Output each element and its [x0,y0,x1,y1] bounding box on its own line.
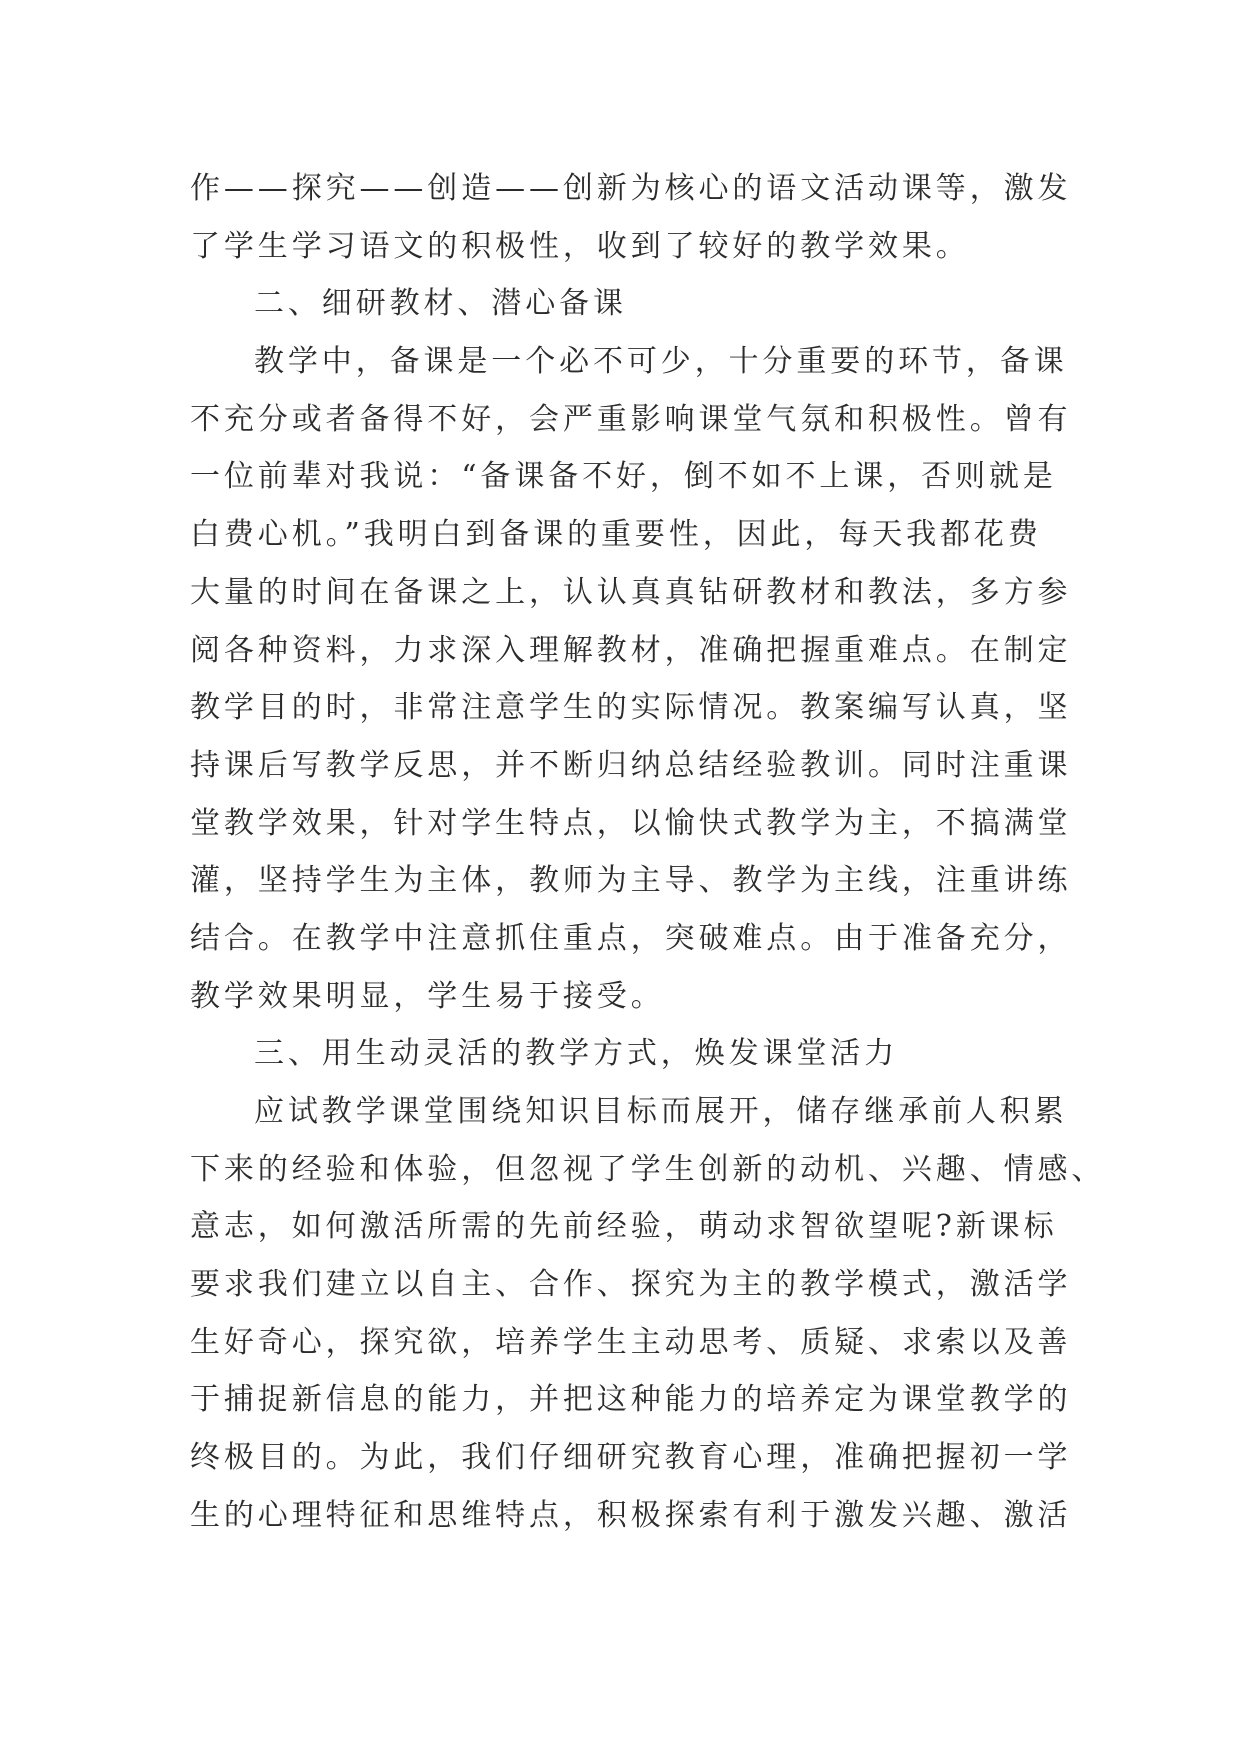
document-body [190,160,1106,1545]
text-line: 意志，如何激活所需的先前经验，萌动求智欲望呢?新课标 [190,1209,1058,1245]
text-line: 教学目的时，非常注意学生的实际情况。教案编写认真，坚 [190,690,1072,726]
text-line: 教学中，备课是一个必不可少，十分重要的环节，备课 [254,344,1068,380]
text-line: 大量的时间在备课之上，认认真真钻研教材和教法，多方参 [190,574,1072,610]
text-line: 二、细研教材、潜心备课 [254,286,627,322]
text-line: 不充分或者备得不好，会严重影响课堂气氛和积极性。曾有 [190,401,1072,437]
text-line: 持课后写教学反思，并不断归纳总结经验教训。同时注重课 [190,747,1072,783]
text-line: 终极目的。为此，我们仔细研究教育心理，准确把握初一学 [190,1440,1072,1476]
text-line: 了学生学习语文的积极性，收到了较好的教学效果。 [190,228,970,264]
text-line: 生好奇心，探究欲，培养学生主动思考、质疑、求索以及善 [190,1324,1072,1360]
text-line: 要求我们建立以自主、合作、探究为主的教学模式，激活学 [190,1267,1072,1303]
text-line: 阅各种资料，力求深入理解教材，准确把握重难点。在制定 [190,632,1072,668]
text-line: 三、用生动灵活的教学方式，焕发课堂活力 [254,1036,899,1072]
text-line: 教学效果明显，学生易于接受。 [190,978,665,1014]
text-line: 堂教学效果，针对学生特点，以愉快式教学为主，不搞满堂 [190,805,1072,841]
text-line: 下来的经验和体验，但忽视了学生创新的动机、兴趣、情感、 [190,1151,1106,1187]
text-line: 灌，坚持学生为主体，教师为主导、教学为主线，注重讲练 [190,863,1072,899]
text-line: 一位前辈对我说：“备课备不好，倒不如不上课，否则就是 [190,459,1057,495]
text-line: 作——探究——创造——创新为核心的语文活动课等，激发 [190,171,1072,206]
text-line: 生的心理特征和思维特点，积极探索有利于激发兴趣、激活 [190,1497,1072,1533]
text-line: 于捕捉新信息的能力，并把这种能力的培养定为课堂教学的 [190,1382,1072,1418]
text-line: 白费心机。”我明白到备课的重要性，因此，每天我都花费 [190,517,1042,553]
text-line: 应试教学课堂围绕知识目标而展开，储存继承前人积累 [254,1094,1068,1129]
text-line: 结合。在教学中注意抓住重点，突破难点。由于准备充分， [190,920,1072,956]
